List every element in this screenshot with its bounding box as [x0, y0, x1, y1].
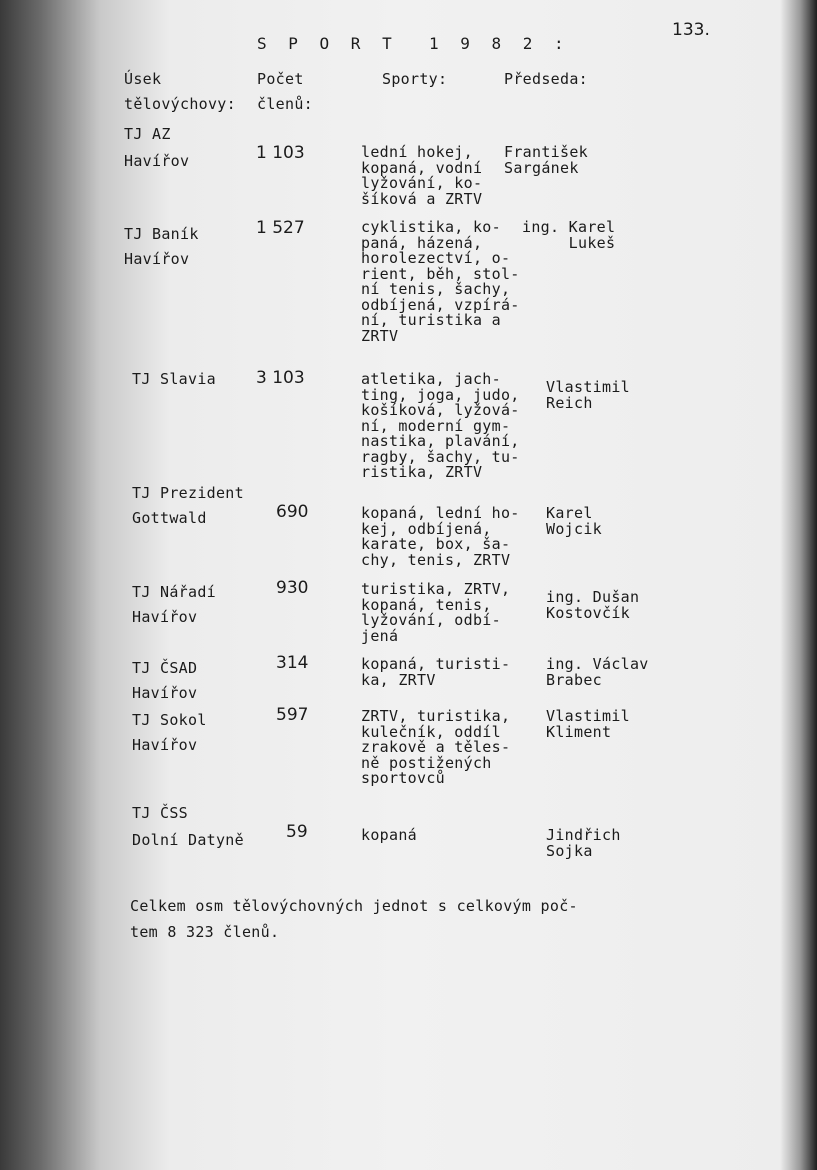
page-title: S P O R T 1 9 8 2 :: [257, 34, 570, 53]
row-1-sports: lední hokej, kopaná, vodní lyžování, ko- šíková a ZRTV: [361, 143, 483, 208]
page-number: 133.: [672, 20, 710, 40]
header-usek-line1: Úsek: [124, 70, 162, 88]
row-1-chair: František Sargánek: [504, 143, 588, 177]
row-7-sports: ZRTV, turistika, kulečník, oddíl zrakově a těles- ně postižených sportovců: [361, 707, 511, 787]
row-6-name: TJ ČSAD Havířov: [132, 659, 198, 702]
row-5-name: TJ Nářadí Havířov: [132, 583, 216, 626]
header-predseda: Předseda:: [504, 70, 588, 88]
row-3-sports: atletika, jach- ting, joga, judo, košíková, lyžová- ní, moderní gym- nastika, plavání, ragby, šachy, tu- ristika, ZRTV: [361, 370, 520, 481]
row-5-chair: ing. Dušan Kostovčík: [546, 588, 640, 622]
row-8-sports: kopaná: [361, 826, 417, 844]
header-pocet-line1: Počet: [257, 70, 304, 88]
row-8-chair: Jindřich Sojka: [546, 826, 621, 860]
row-4-name: TJ Prezident Gottwald: [132, 484, 244, 527]
row-3-name: TJ Slavia: [132, 370, 216, 388]
row-1-count: 1 103: [256, 143, 305, 163]
row-3-count: 3 103: [256, 368, 305, 388]
row-5-count: 930: [276, 578, 309, 598]
row-4-sports: kopaná, lední ho- kej, odbíjená, karate, box, ša- chy, tenis, ZRTV: [361, 504, 520, 569]
row-3-chair: Vlastimil Reich: [546, 378, 630, 412]
row-2-count: 1 527: [256, 218, 305, 238]
row-1-name: TJ AZ Havířov: [124, 125, 190, 170]
header-sporty: Sporty:: [382, 70, 448, 88]
header-pocet-line2: členů:: [257, 95, 313, 113]
summary-text: Celkem osm tělovýchovných jednot s celkovým poč- tem 8 323 členů.: [130, 897, 578, 941]
row-8-count: 59: [286, 822, 308, 842]
row-6-sports: kopaná, turisti- ka, ZRTV: [361, 655, 511, 689]
row-2-sports: cyklistika, ko- paná, házená, horolezectví, o- rient, běh, stol- ní tenis, šachy, odbíjená, vzpírá- ní, turistika a ZRTV: [361, 218, 520, 345]
row-2-name: TJ Baník Havířov: [124, 225, 199, 268]
row-7-chair: Vlastimil Kliment: [546, 707, 630, 741]
row-7-count: 597: [276, 705, 309, 725]
row-7-name: TJ Sokol Havířov: [132, 711, 207, 754]
row-4-chair: Karel Wojcik: [546, 504, 602, 538]
row-4-count: 690: [276, 502, 309, 522]
row-6-chair: ing. Václav Brabec: [546, 655, 649, 689]
header-usek-line2: tělovýchovy:: [124, 95, 236, 113]
row-8-name: TJ ČSS Dolní Datyně: [132, 804, 244, 849]
row-6-count: 314: [276, 653, 309, 673]
row-2-chair: ing. Karel Lukeš: [522, 218, 616, 252]
row-5-sports: turistika, ZRTV, kopaná, tenis, lyžování, odbí- jená: [361, 580, 511, 645]
